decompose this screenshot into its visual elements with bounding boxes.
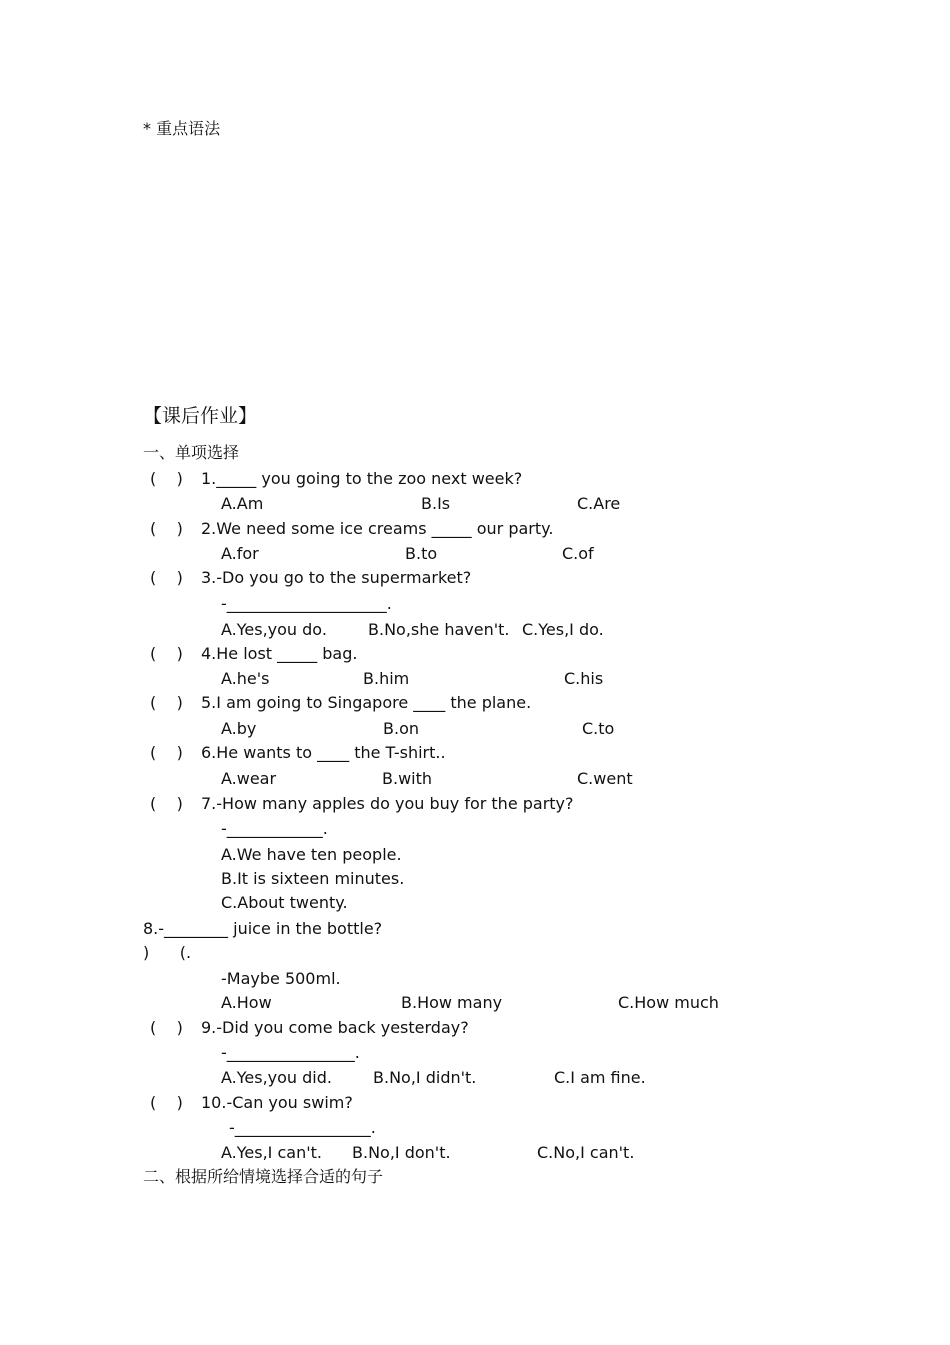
option-a: A.wear	[221, 769, 277, 788]
question-stem: 8.-________ juice in the bottle?	[143, 919, 383, 938]
option-b: B.No,she haven't.	[368, 620, 510, 639]
option-c: C.How much	[618, 993, 719, 1012]
option-a: A.We have ten people.	[221, 845, 402, 864]
option-b: B.on	[383, 719, 419, 738]
question-stem: 6.He wants to ____ the T-shirt..	[201, 743, 446, 762]
option-b: B.Is	[421, 494, 451, 513]
question-stem: 9.-Did you come back yesterday?	[201, 1018, 469, 1037]
answer-paren: ( )	[150, 469, 183, 488]
answer-paren: ( )	[150, 794, 183, 813]
question-stem: 10.-Can you swim?	[201, 1093, 353, 1112]
question-stem: 5.I am going to Singapore ____ the plane.	[201, 693, 532, 712]
answer-paren: ( )	[150, 1018, 183, 1037]
option-b: B.No,I don't.	[352, 1143, 451, 1162]
option-a: A.Yes,you do.	[221, 620, 327, 639]
answer-blank: -____________.	[221, 819, 328, 838]
question-stem: 4.He lost _____ bag.	[201, 644, 358, 663]
option-b: B.It is sixteen minutes.	[221, 869, 405, 888]
homework-heading: 【课后作业】	[143, 405, 258, 427]
option-a: A.Yes,I can't.	[221, 1143, 322, 1162]
option-c: C.to	[582, 719, 615, 738]
section1-heading: 一、单项选择	[143, 443, 240, 462]
option-c: C.went	[577, 769, 633, 788]
option-c: C.About twenty.	[221, 893, 348, 912]
option-a: A.Am	[221, 494, 264, 513]
answer-paren: ( )	[150, 1093, 183, 1112]
answer-paren: ( )	[150, 743, 183, 762]
option-b: B.How many	[401, 993, 503, 1012]
option-a: A.by	[221, 719, 257, 738]
answer-blank: -_________________.	[229, 1118, 376, 1137]
section2-heading: 二、根据所给情境选择合适的句子	[143, 1167, 384, 1186]
option-a: A.Yes,you did.	[221, 1068, 332, 1087]
answer-paren: ( )	[150, 519, 183, 538]
option-c: C.No,I can't.	[537, 1143, 635, 1162]
answer-blank: -________________.	[221, 1043, 360, 1062]
option-a: A.he's	[221, 669, 270, 688]
answer-blank: -____________________.	[221, 594, 392, 613]
option-c: C.Are	[577, 494, 621, 513]
option-a: A.for	[221, 544, 259, 563]
option-c: C.I am fine.	[554, 1068, 646, 1087]
option-a: A.How	[221, 993, 272, 1012]
grammar-heading: * 重点语法	[143, 119, 221, 138]
option-b: B.with	[382, 769, 433, 788]
reply-line: -Maybe 500ml.	[221, 969, 341, 988]
answer-paren: ( )	[150, 644, 183, 663]
answer-paren: ( )	[150, 693, 183, 712]
question-stem: 2.We need some ice creams _____ our party.	[201, 519, 554, 538]
question-stem: 3.-Do you go to the supermarket?	[201, 568, 472, 587]
option-c: C.Yes,I do.	[522, 620, 604, 639]
option-c: C.his	[564, 669, 604, 688]
option-b: B.No,I didn't.	[373, 1068, 477, 1087]
option-c: C.of	[562, 544, 594, 563]
answer-paren: ( )	[150, 568, 183, 587]
question-stem: 1._____ you going to the zoo next week?	[201, 469, 523, 488]
question-stem: 7.-How many apples do you buy for the party?	[201, 794, 574, 813]
option-b: B.to	[405, 544, 438, 563]
answer-paren: ) (.	[143, 943, 192, 962]
option-b: B.him	[363, 669, 410, 688]
